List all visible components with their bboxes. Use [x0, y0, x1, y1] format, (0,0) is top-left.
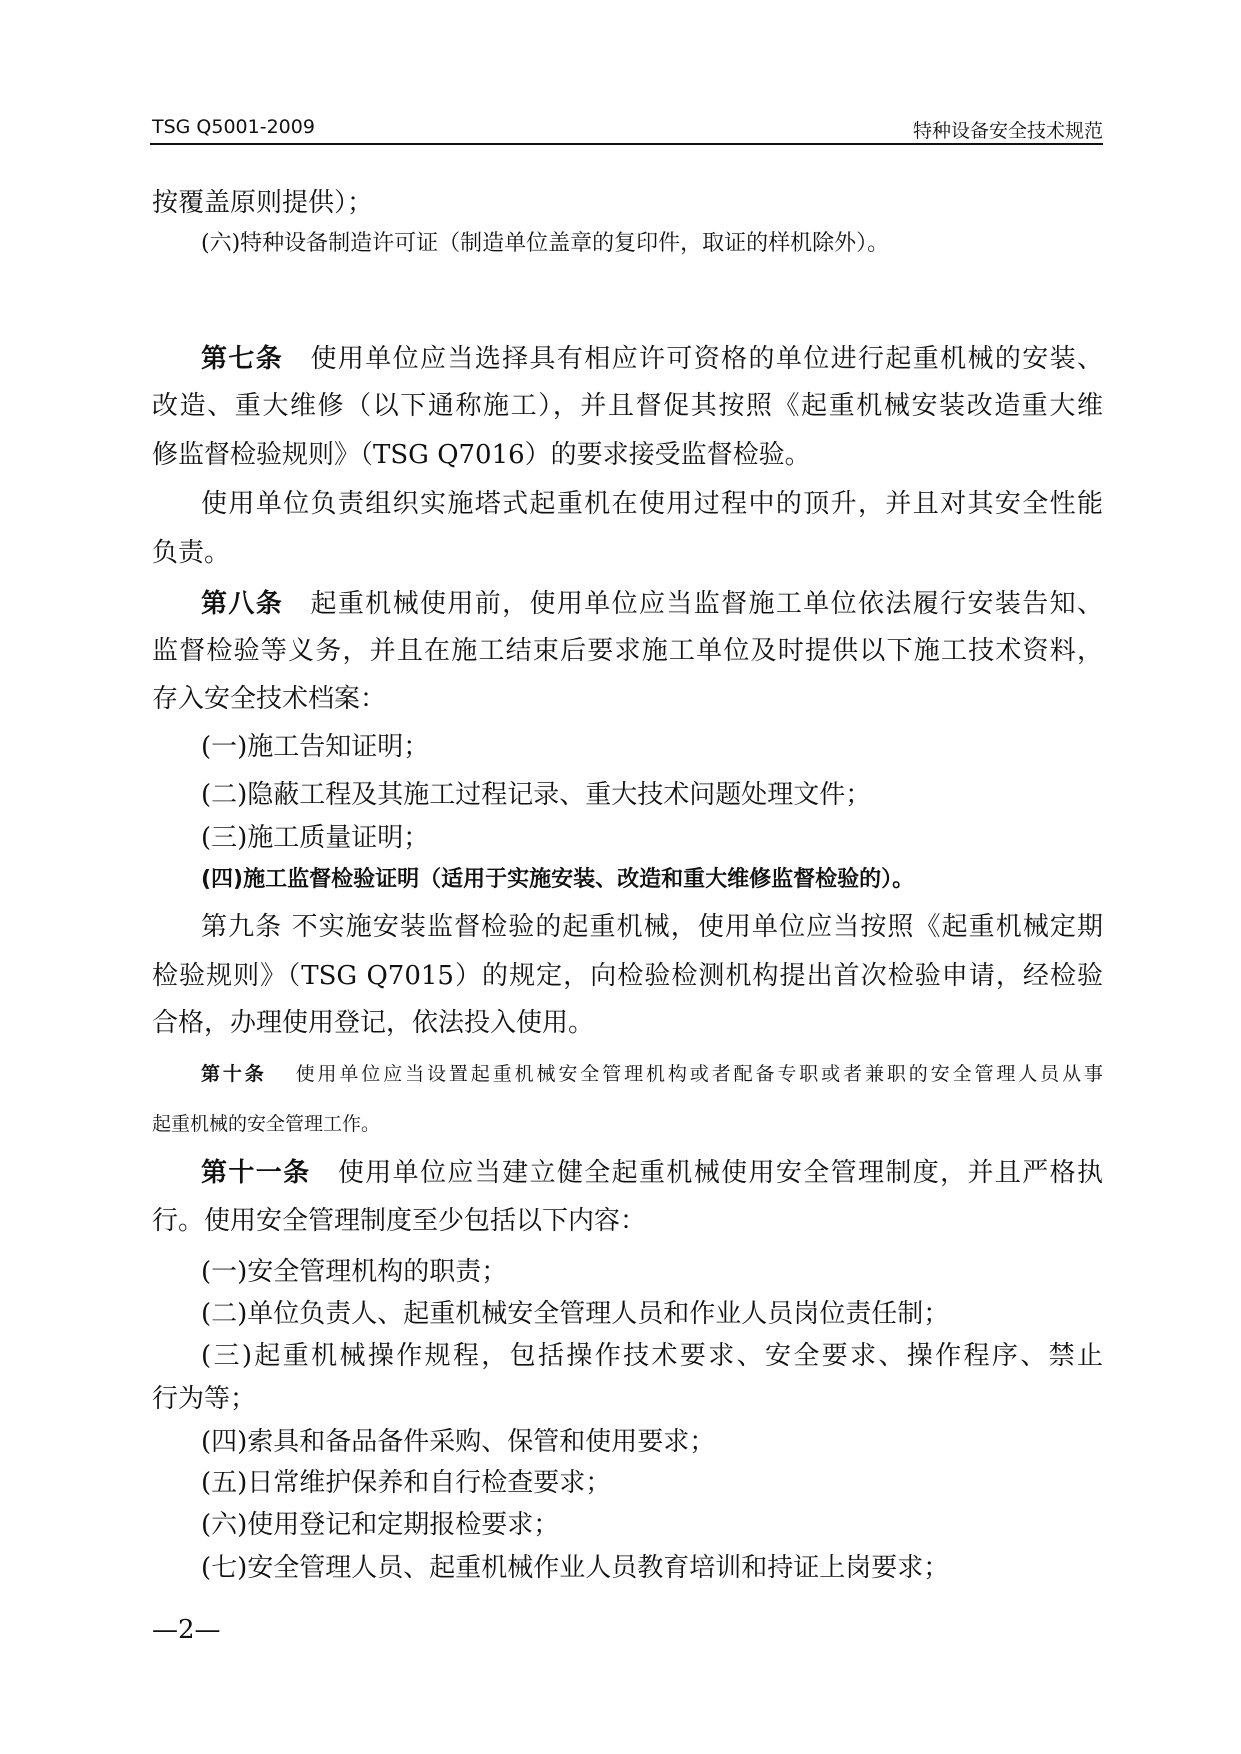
paragraph-text: 使用单位应当选择具有相应许可资格的单位进行起重机械的安装、 — [309, 344, 1103, 374]
article-label: 第十条 — [201, 1063, 267, 1085]
list-item: (二)隐蔽工程及其施工过程记录、重大技术问题处理文件； — [201, 780, 872, 810]
paragraph-line: 起重机械的安全管理工作。 — [152, 1113, 381, 1135]
document-series-title: 特种设备安全技术规范 — [912, 120, 1103, 142]
list-item: (三)起重机械操作规程，包括操作技术要求、安全要求、操作程序、禁止 — [201, 1341, 1103, 1371]
list-item: (二)单位负责人、起重机械安全管理人员和作业人员岗位责任制； — [201, 1299, 950, 1329]
list-item: (六)特种设备制造许可证（制造单位盖章的复印件，取证的样机除外）。 — [201, 231, 890, 256]
document-code: TSG Q5001-2009 — [152, 116, 315, 138]
paragraph-text: 使用单位应当设置起重机械安全管理机构或者配备专职或者兼职的安全管理人员从事 — [292, 1063, 1103, 1085]
paragraph-line: 合格，办理使用登记，依法投入使用。 — [152, 1008, 595, 1038]
paragraph-text: 起重机械使用前，使用单位应当监督施工单位依法履行安装告知、 — [309, 589, 1103, 619]
article-label: 第八条 — [201, 589, 284, 619]
article-label: 第七条 — [201, 344, 284, 374]
header-rule — [150, 143, 1103, 145]
paragraph-line: 行为等； — [152, 1384, 257, 1414]
paragraph-line: 负责。 — [152, 538, 231, 568]
paragraph-line: 行。使用安全管理制度至少包括以下内容： — [152, 1206, 647, 1236]
paragraph-line: 按覆盖原则提供）； — [152, 188, 374, 218]
list-item: (三)施工质量证明； — [201, 823, 430, 853]
paragraph-line: 修监督检验规则》（TSG Q7016）的要求接受监督检验。 — [152, 440, 811, 470]
article-7-line — [201, 343, 1103, 375]
page-number: —2— — [152, 1615, 221, 1645]
list-item: (七)安全管理人员、起重机械作业人员教育培训和持证上岗要求； — [201, 1553, 950, 1583]
article-10-line — [201, 1058, 1103, 1090]
paragraph-line: 使用单位负责组织实施塔式起重机在使用过程中的顶升，并且对其安全性能 — [201, 489, 1103, 519]
article-label: 第十一条 — [201, 1158, 311, 1188]
paragraph-line: 存入安全技术档案： — [152, 684, 387, 714]
list-item: (一)施工告知证明； — [201, 732, 430, 762]
list-item: (四)索具和备品备件采购、保管和使用要求； — [201, 1427, 716, 1457]
list-item: (一)安全管理机构的职责； — [201, 1257, 508, 1287]
paragraph-line: 改造、重大维修（以下通称施工），并且督促其按照《起重机械安装改造重大维 — [152, 391, 1103, 421]
paragraph-line: 监督检验等义务，并且在施工结束后要求施工单位及时提供以下施工技术资料， — [152, 636, 1103, 666]
list-item: (四)施工监督检验证明（适用于实施安装、改造和重大维修监督检验的）。 — [201, 867, 915, 892]
article-9-line: 第九条 不实施安装监督检验的起重机械，使用单位应当按照《起重机械定期 — [201, 912, 1103, 942]
paragraph-line: 检验规则》（TSG Q7015）的规定，向检验检测机构提出首次检验申请，经检验 — [152, 961, 1103, 991]
paragraph-text: 使用单位应当建立健全起重机械使用安全管理制度，并且严格执 — [336, 1158, 1103, 1188]
article-8-line — [201, 588, 1103, 620]
article-11-line — [201, 1157, 1103, 1189]
list-item: (六)使用登记和定期报检要求； — [201, 1510, 560, 1540]
list-item: (五)日常维护保养和自行检查要求； — [201, 1468, 612, 1498]
